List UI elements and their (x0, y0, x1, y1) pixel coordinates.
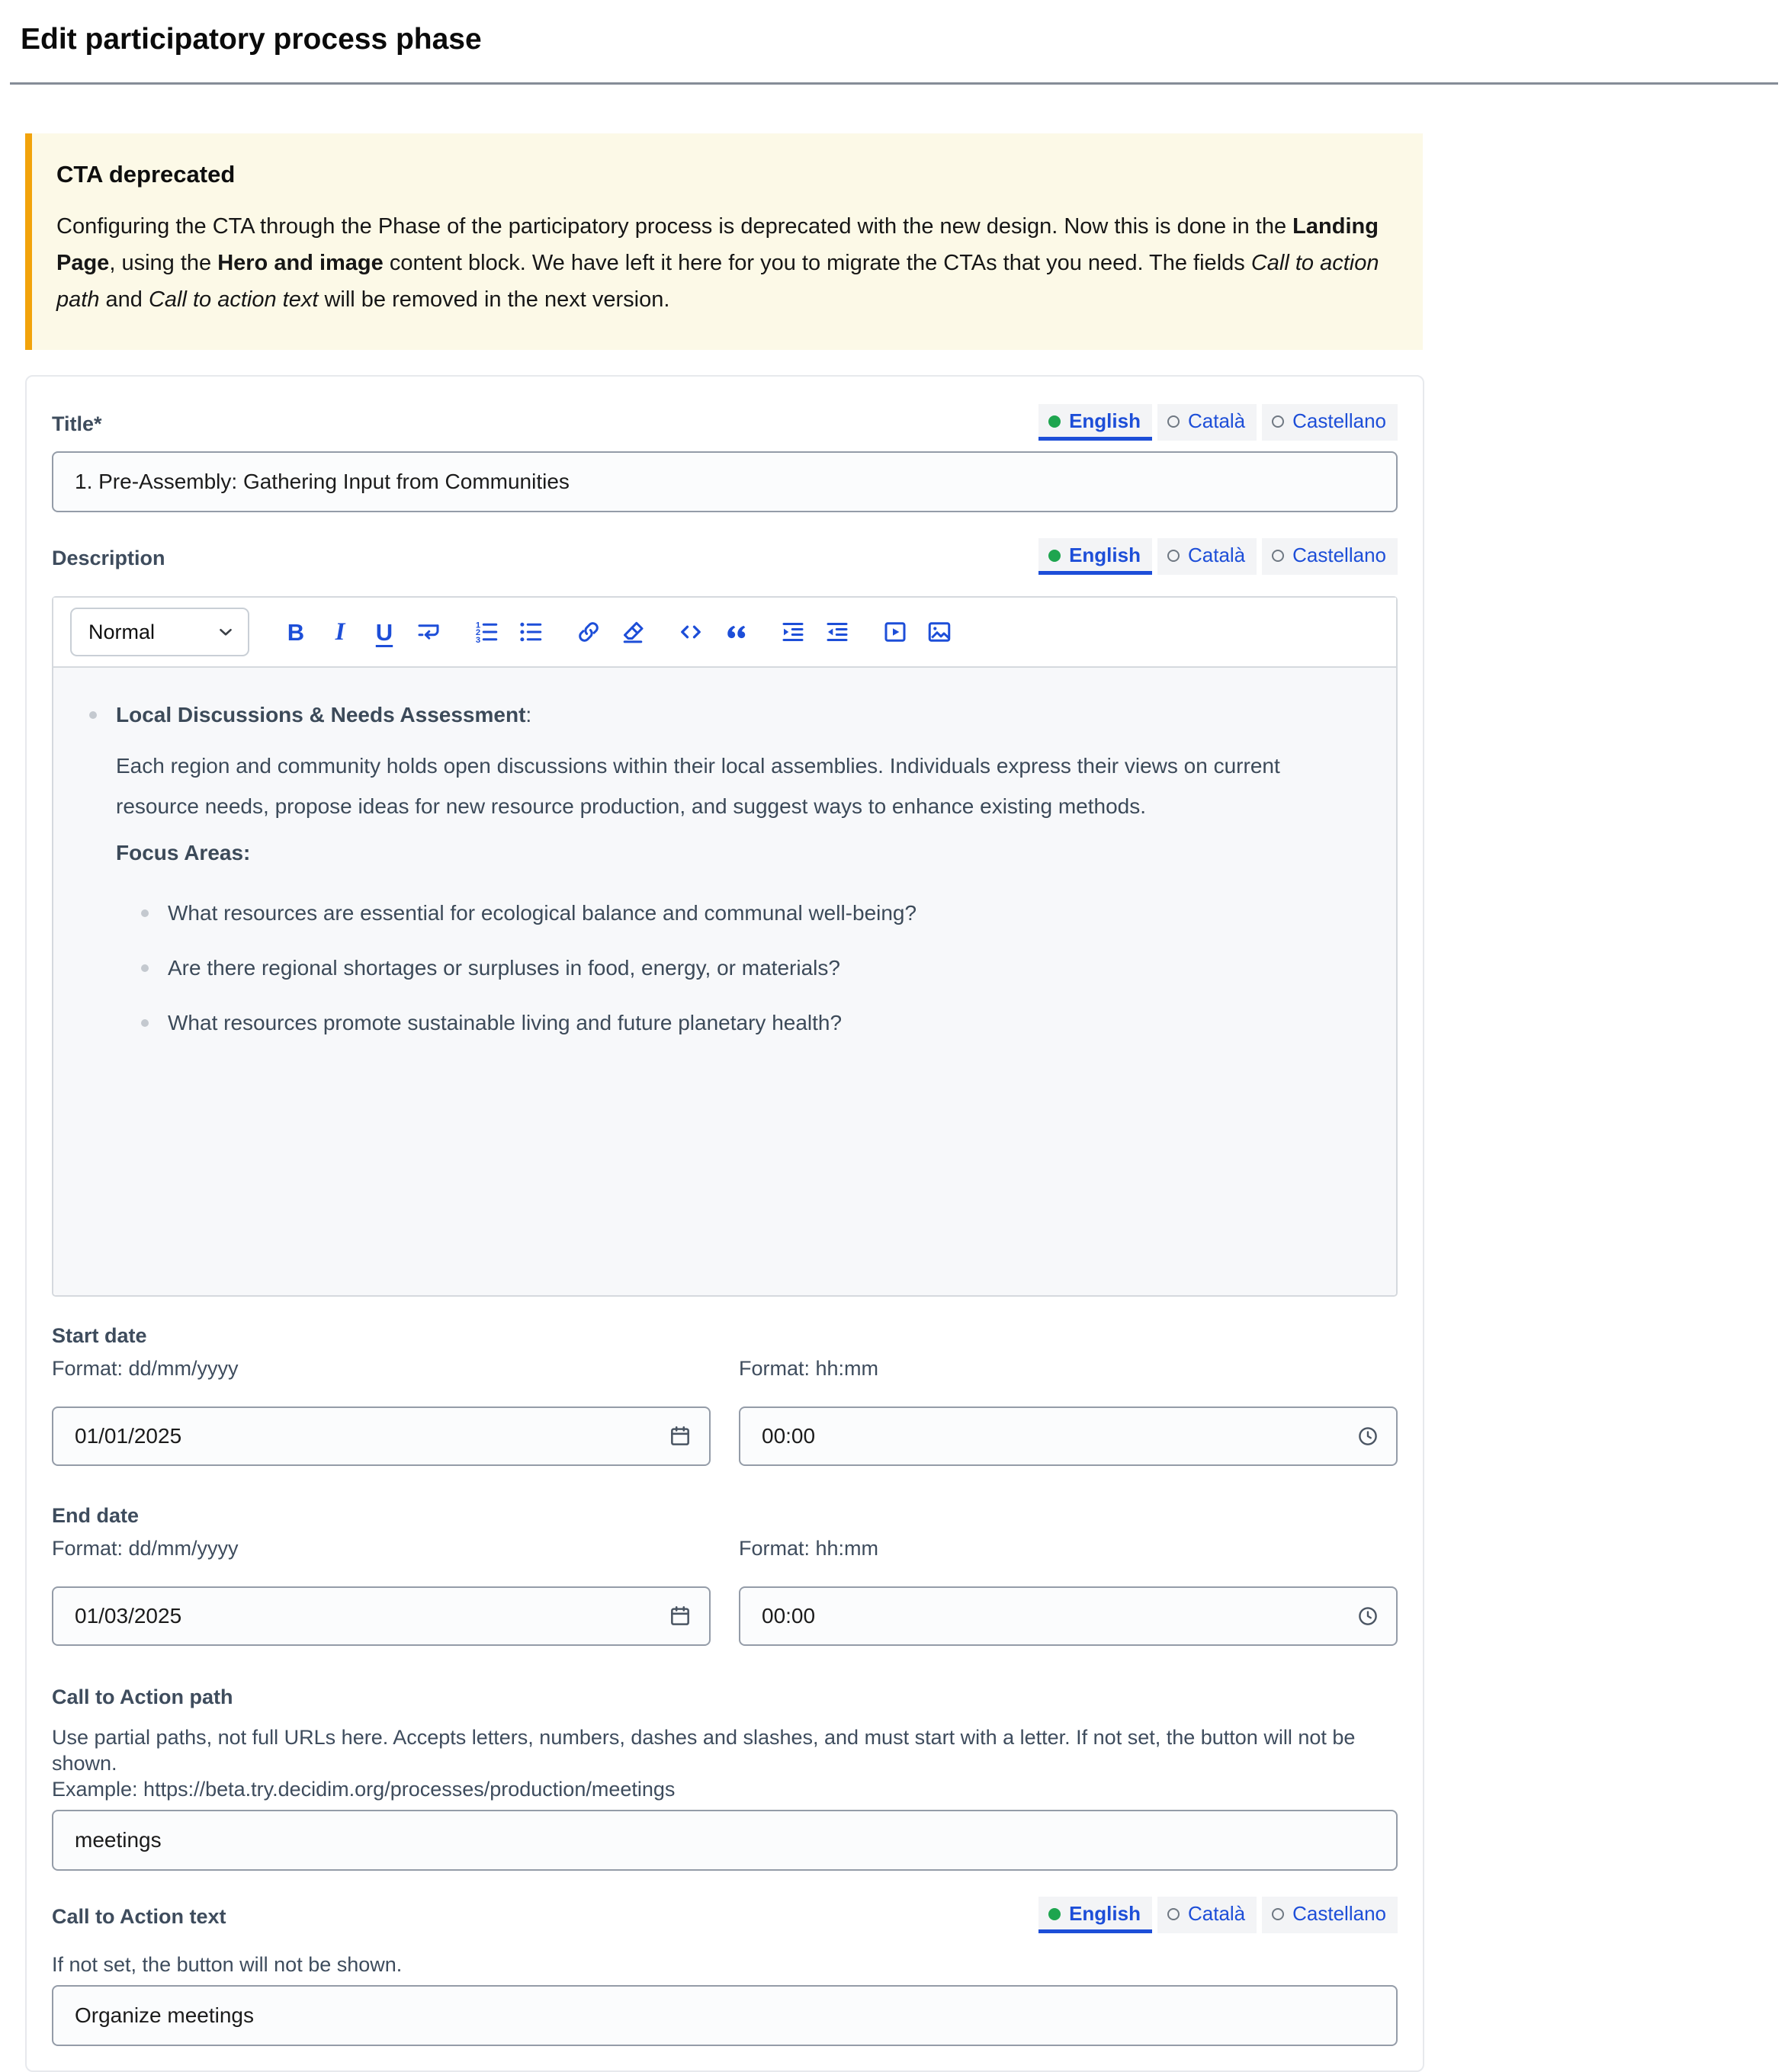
editor-item-paragraph: Each region and community holds open discussions within their local assemblies. Individuals express their views on current resource needs, propose ideas for new resource production, and suggest ways to enhance existing methods. (116, 754, 1280, 818)
editor-item-heading-suffix: : (525, 703, 532, 726)
language-tab-catala[interactable] (1157, 404, 1257, 441)
editor-sub-item-text: What resources are essential for ecological balance and communal well-being? (168, 901, 917, 925)
page (0, 23, 1788, 2072)
cta-deprecated-callout (25, 133, 1423, 350)
blockquote-icon (721, 618, 749, 646)
editor-content[interactable] (53, 668, 1396, 1295)
language-tab-castellano[interactable] (1262, 404, 1398, 441)
paragraph-style-value: Normal (88, 620, 156, 643)
callout-italic-cta-path: Call to action path (56, 251, 1379, 312)
italic-icon: I (335, 617, 345, 646)
editor-sub-list-item (141, 900, 1350, 926)
bold-icon: B (287, 618, 305, 646)
toolbar-group-indent (775, 612, 855, 652)
svg-text:2: 2 (475, 628, 481, 638)
untranslated-circle-icon (1167, 550, 1180, 562)
callout-text-segment: Configuring the CTA through the Phase of the participatory process is deprecated with the new design. Now this is done in the (56, 214, 1293, 239)
italic-button[interactable] (323, 612, 358, 652)
toolbar-group-media (878, 612, 957, 652)
clock-icon[interactable] (1356, 1425, 1379, 1448)
start-date-input[interactable] (52, 1406, 711, 1466)
paragraph-style-select[interactable] (70, 608, 249, 656)
untranslated-circle-icon (1167, 1908, 1180, 1920)
language-tab-english[interactable] (1038, 404, 1152, 441)
untranslated-circle-icon (1167, 415, 1180, 428)
title-label: Title* (52, 412, 102, 435)
calendar-icon[interactable] (668, 1604, 692, 1628)
link-button[interactable] (571, 612, 606, 652)
language-tab-label: Català (1187, 544, 1246, 566)
svg-text:1: 1 (475, 621, 481, 630)
outdent-button[interactable] (820, 612, 855, 652)
language-tab-castellano[interactable] (1262, 1897, 1398, 1933)
language-tab-label: Castellano (1292, 1902, 1386, 1925)
callout-text-segment: , using the (109, 251, 218, 275)
translated-dot-icon (1048, 415, 1061, 428)
ordered-list-button[interactable] (469, 612, 504, 652)
end-date-format-hint: Format: dd/mm/yyyy (52, 1537, 239, 1560)
toolbar-group-lists (469, 612, 548, 652)
video-button[interactable] (878, 612, 913, 652)
phase-form-card (25, 375, 1424, 2072)
bold-button[interactable] (278, 612, 313, 652)
editor-toolbar (53, 598, 1396, 668)
editor-list-item-body (116, 701, 1350, 1036)
start-date-format-hint: Format: dd/mm/yyyy (52, 1357, 239, 1380)
cta-path-help-line2: Example: https://beta.try.decidim.org/processes/production/meetings (52, 1778, 676, 1801)
ordered-list-icon (473, 618, 500, 646)
clear-format-button[interactable] (615, 612, 650, 652)
language-tab-label: English (1069, 1902, 1141, 1925)
editor-sub-list-item (141, 955, 1350, 981)
clock-icon[interactable] (1356, 1605, 1379, 1628)
image-icon (926, 618, 953, 646)
untranslated-circle-icon (1272, 415, 1284, 428)
code-button[interactable] (673, 612, 708, 652)
cta-path-help (52, 1724, 1394, 1802)
language-tab-label: English (1069, 544, 1141, 566)
editor-list-item (89, 701, 1350, 1036)
toolbar-group-text-style (278, 612, 446, 652)
editor-sub-item-text: What resources promote sustainable living and future planetary health? (168, 1011, 843, 1034)
callout-text-segment: will be removed in the next version. (318, 287, 670, 312)
line-break-button[interactable] (411, 612, 446, 652)
description-language-selector (1038, 538, 1398, 575)
start-time-format-hint: Format: hh:mm (739, 1357, 879, 1380)
language-tab-catala[interactable] (1157, 1897, 1257, 1933)
header-divider (10, 82, 1778, 85)
cta-path-input[interactable] (52, 1810, 1398, 1871)
callout-text-segment: content block. We have left it here for you to migrate the CTAs that you need. The fields (383, 251, 1251, 275)
cta-text-input[interactable] (52, 1985, 1398, 2046)
start-date-hints (52, 1357, 1398, 1381)
end-date-input[interactable] (52, 1586, 711, 1646)
underline-icon: U (375, 618, 393, 646)
video-icon (881, 618, 909, 646)
indent-increase-icon (779, 618, 807, 646)
editor-sub-list-item (141, 1010, 1350, 1036)
start-time-input-wrap (739, 1406, 1398, 1466)
language-tab-catala[interactable] (1157, 538, 1257, 575)
cta-text-field-row (52, 1897, 1398, 1933)
callout-title: CTA deprecated (56, 161, 236, 188)
untranslated-circle-icon (1272, 550, 1284, 562)
image-button[interactable] (922, 612, 957, 652)
blockquote-button[interactable] (717, 612, 753, 652)
bullet-icon (89, 711, 97, 719)
title-input[interactable] (52, 451, 1398, 512)
end-time-input[interactable] (739, 1586, 1398, 1646)
start-date-input-wrap (52, 1406, 711, 1466)
bullet-list-button[interactable] (513, 612, 548, 652)
language-tab-english[interactable] (1038, 538, 1152, 575)
code-icon (677, 618, 705, 646)
start-date-label: Start date (52, 1324, 147, 1347)
language-tab-label: Castellano (1292, 409, 1386, 432)
page-title: Edit participatory process phase (21, 23, 482, 56)
language-tab-label: Català (1187, 409, 1246, 432)
end-date-label: End date (52, 1504, 140, 1527)
cta-path-label: Call to Action path (52, 1686, 233, 1708)
end-time-format-hint: Format: hh:mm (739, 1537, 879, 1560)
title-field-row (52, 404, 1398, 441)
callout-body (56, 208, 1383, 318)
indent-decrease-icon (823, 618, 851, 646)
end-date-inputs (52, 1586, 1398, 1646)
callout-bold-landing-page: Landing Page (56, 214, 1379, 275)
callout-text-segment: and (99, 287, 149, 312)
cta-text-help: If not set, the button will not be shown. (52, 1953, 403, 1976)
rich-text-editor (52, 596, 1398, 1297)
language-tab-label: Català (1187, 1902, 1246, 1925)
start-time-input[interactable] (739, 1406, 1398, 1466)
editor-item-heading-bold: Local Discussions & Needs Assessment (116, 703, 526, 726)
end-date-input-wrap (52, 1586, 711, 1646)
toolbar-group-blocks (673, 612, 753, 652)
callout-bold-hero-and-image: Hero and image (217, 251, 384, 275)
title-language-selector (1038, 404, 1398, 441)
editor-sub-item-text: Are there regional shortages or surpluses in food, energy, or materials? (168, 956, 840, 980)
editor-item-heading (116, 701, 1350, 729)
line-break-icon (415, 618, 442, 646)
description-label: Description (52, 547, 165, 569)
language-tab-label: English (1069, 409, 1141, 432)
translated-dot-icon (1048, 1908, 1061, 1920)
end-date-hints (52, 1537, 1398, 1560)
chevron-down-icon (216, 622, 236, 642)
language-tab-castellano[interactable] (1262, 538, 1398, 575)
svg-text:3: 3 (475, 635, 481, 645)
language-tab-english[interactable] (1038, 1897, 1152, 1933)
eraser-icon (619, 618, 647, 646)
indent-button[interactable] (775, 612, 811, 652)
bullet-icon (141, 1019, 149, 1027)
start-date-inputs (52, 1406, 1398, 1466)
bullet-icon (141, 909, 149, 917)
bullet-list-icon (517, 618, 544, 646)
toolbar-group-link (571, 612, 650, 652)
calendar-icon[interactable] (668, 1424, 692, 1448)
editor-item-subheading: Focus Areas: (116, 841, 251, 864)
cta-text-language-selector (1038, 1897, 1398, 1933)
callout-italic-cta-text: Call to action text (148, 287, 319, 312)
translated-dot-icon (1048, 550, 1061, 562)
cta-path-help-line1: Use partial paths, not full URLs here. Accepts letters, numbers, dashes and slashes, and must start with a letter. If not set, the button will not be shown. (52, 1726, 1356, 1775)
cta-text-label: Call to Action text (52, 1905, 226, 1928)
link-icon (575, 618, 602, 646)
editor-sub-list (141, 900, 1350, 1036)
end-time-input-wrap (739, 1586, 1398, 1646)
language-tab-label: Castellano (1292, 544, 1386, 566)
description-field-row (52, 538, 1398, 575)
bullet-icon (141, 964, 149, 972)
untranslated-circle-icon (1272, 1908, 1284, 1920)
underline-button[interactable] (367, 612, 402, 652)
